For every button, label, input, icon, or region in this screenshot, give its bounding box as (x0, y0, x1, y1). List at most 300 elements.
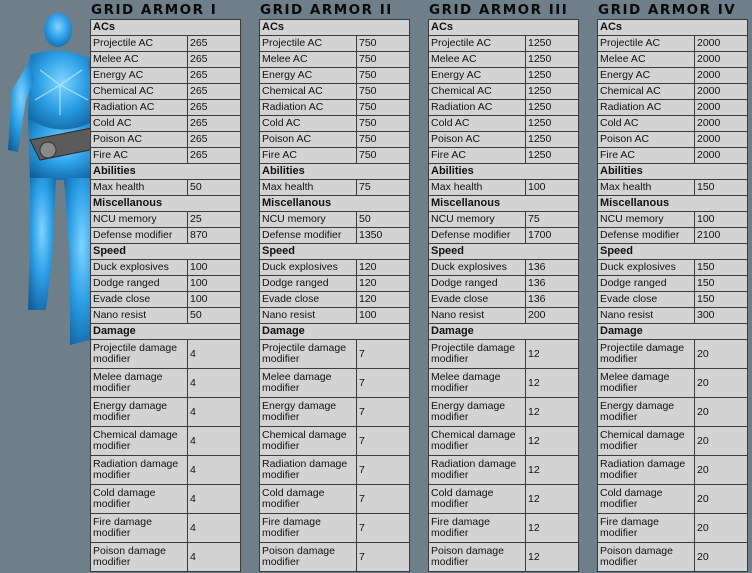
stat-value: 136 (526, 276, 579, 292)
table-row (429, 100, 579, 116)
table-row (260, 456, 410, 485)
armor-title: GRID ARMOR III (429, 2, 569, 18)
section-header: Damage (429, 324, 579, 340)
stat-value: 20 (695, 427, 748, 456)
stat-label: Radiation AC (91, 100, 188, 116)
stat-label: Melee AC (91, 52, 188, 68)
stat-value: 120 (357, 276, 410, 292)
stat-value: 750 (357, 116, 410, 132)
table-row (598, 292, 748, 308)
stat-label: Projectile damage modifier (598, 340, 695, 369)
stat-value: 20 (695, 398, 748, 427)
table-row (91, 427, 241, 456)
table-row (91, 485, 241, 514)
stat-label: Evade close (91, 292, 188, 308)
stat-value: 2100 (695, 228, 748, 244)
table-row (91, 212, 241, 228)
stat-value: 4 (188, 543, 241, 572)
table-row (429, 68, 579, 84)
stat-label: Defense modifier (429, 228, 526, 244)
stat-label: Nano resist (429, 308, 526, 324)
table-row (91, 276, 241, 292)
section-header-row (91, 20, 241, 36)
stat-value: 12 (526, 427, 579, 456)
stat-label: Evade close (260, 292, 357, 308)
stat-label: Melee AC (429, 52, 526, 68)
stat-label: Evade close (598, 292, 695, 308)
stat-value: 265 (188, 132, 241, 148)
stat-label: Nano resist (91, 308, 188, 324)
stat-value: 7 (357, 398, 410, 427)
stat-label: Cold AC (429, 116, 526, 132)
stat-label: Fire damage modifier (260, 514, 357, 543)
stat-value: 265 (188, 84, 241, 100)
section-header-row (598, 324, 748, 340)
section-header-row (598, 20, 748, 36)
stat-value: 750 (357, 68, 410, 84)
table-row (260, 228, 410, 244)
stat-label: NCU memory (260, 212, 357, 228)
section-header: Damage (260, 324, 410, 340)
stat-label: Poison AC (598, 132, 695, 148)
section-header: Damage (598, 324, 748, 340)
stat-value: 2000 (695, 132, 748, 148)
stat-value: 20 (695, 340, 748, 369)
table-row (598, 228, 748, 244)
stat-value: 4 (188, 427, 241, 456)
table-row (91, 292, 241, 308)
stat-value: 7 (357, 369, 410, 398)
stat-label: Duck explosives (260, 260, 357, 276)
stat-value: 4 (188, 340, 241, 369)
armor-title: GRID ARMOR IV (598, 2, 737, 18)
section-header-row (429, 164, 579, 180)
armor-column-3 (428, 0, 579, 572)
stat-value: 1250 (526, 100, 579, 116)
table-row (429, 427, 579, 456)
stat-value: 50 (188, 180, 241, 196)
stat-value: 50 (357, 212, 410, 228)
table-row (429, 456, 579, 485)
stat-label: NCU memory (598, 212, 695, 228)
section-header: Miscellanous (429, 196, 579, 212)
stat-value: 750 (357, 132, 410, 148)
stat-label: Projectile damage modifier (260, 340, 357, 369)
stat-label: Projectile damage modifier (429, 340, 526, 369)
stat-value: 1250 (526, 132, 579, 148)
stat-value: 2000 (695, 84, 748, 100)
table-row (598, 514, 748, 543)
stat-label: Poison damage modifier (260, 543, 357, 572)
section-header: ACs (260, 20, 410, 36)
stat-label: Poison damage modifier (429, 543, 526, 572)
stat-label: Energy AC (429, 68, 526, 84)
stat-label: Melee damage modifier (598, 369, 695, 398)
stat-value: 75 (526, 212, 579, 228)
table-row (91, 228, 241, 244)
stat-value: 200 (526, 308, 579, 324)
stat-label: Cold damage modifier (91, 485, 188, 514)
table-row (598, 427, 748, 456)
stat-label: Radiation damage modifier (91, 456, 188, 485)
table-row (429, 116, 579, 132)
section-header-row (91, 196, 241, 212)
stat-label: Chemical AC (598, 84, 695, 100)
stat-value: 2000 (695, 52, 748, 68)
stat-value: 150 (695, 292, 748, 308)
stat-value: 20 (695, 543, 748, 572)
table-row (91, 369, 241, 398)
table-row (429, 276, 579, 292)
section-header-row (260, 244, 410, 260)
stat-label: Poison AC (429, 132, 526, 148)
section-header: Miscellanous (260, 196, 410, 212)
table-row (598, 276, 748, 292)
stat-label: Chemical damage modifier (429, 427, 526, 456)
stat-label: Fire damage modifier (429, 514, 526, 543)
stat-value: 1700 (526, 228, 579, 244)
stat-label: NCU memory (91, 212, 188, 228)
stat-label: Projectile AC (260, 36, 357, 52)
stat-label: Defense modifier (598, 228, 695, 244)
stat-label: Projectile AC (598, 36, 695, 52)
stat-value: 265 (188, 116, 241, 132)
table-row (429, 260, 579, 276)
table-row (598, 180, 748, 196)
stat-value: 100 (188, 276, 241, 292)
armor-stats-table (90, 19, 241, 572)
table-row (598, 260, 748, 276)
stat-label: Energy AC (260, 68, 357, 84)
stat-value: 7 (357, 514, 410, 543)
armor-column-1 (90, 0, 241, 572)
stat-label: Energy AC (91, 68, 188, 84)
section-header: Speed (91, 244, 241, 260)
stat-value: 136 (526, 260, 579, 276)
table-row (260, 116, 410, 132)
stat-label: Radiation damage modifier (429, 456, 526, 485)
stat-value: 4 (188, 485, 241, 514)
stat-value: 750 (357, 100, 410, 116)
stat-label: Poison AC (260, 132, 357, 148)
stat-value: 20 (695, 369, 748, 398)
table-row (91, 132, 241, 148)
stat-value: 750 (357, 36, 410, 52)
table-row (598, 369, 748, 398)
section-header: ACs (91, 20, 241, 36)
stat-label: Melee AC (598, 52, 695, 68)
stat-label: Dodge ranged (260, 276, 357, 292)
stat-label: Dodge ranged (429, 276, 526, 292)
section-header: Speed (260, 244, 410, 260)
stat-value: 7 (357, 456, 410, 485)
stat-value: 7 (357, 427, 410, 456)
stat-label: Energy damage modifier (91, 398, 188, 427)
stat-value: 100 (357, 308, 410, 324)
stat-value: 12 (526, 514, 579, 543)
stat-label: Cold damage modifier (598, 485, 695, 514)
table-row (91, 116, 241, 132)
stat-value: 265 (188, 52, 241, 68)
stat-label: Fire AC (598, 148, 695, 164)
stat-value: 150 (695, 180, 748, 196)
table-row (429, 52, 579, 68)
stat-value: 2000 (695, 36, 748, 52)
armor-title: GRID ARMOR II (260, 2, 393, 18)
table-row (91, 398, 241, 427)
table-row (429, 369, 579, 398)
stat-label: Radiation damage modifier (260, 456, 357, 485)
section-header-row (260, 164, 410, 180)
table-row (598, 100, 748, 116)
table-row (429, 485, 579, 514)
armor-stats-table (428, 19, 579, 572)
armor-stats-table (597, 19, 748, 572)
stat-label: Poison damage modifier (91, 543, 188, 572)
stat-label: NCU memory (429, 212, 526, 228)
table-row (260, 148, 410, 164)
stat-label: Poison damage modifier (598, 543, 695, 572)
table-row (260, 84, 410, 100)
stat-label: Fire AC (429, 148, 526, 164)
table-row (429, 36, 579, 52)
section-header-row (260, 324, 410, 340)
stat-label: Radiation AC (429, 100, 526, 116)
table-row (598, 308, 748, 324)
stat-label: Duck explosives (429, 260, 526, 276)
table-row (91, 52, 241, 68)
section-header-row (91, 244, 241, 260)
stat-label: Max health (429, 180, 526, 196)
armor-stats-table (259, 19, 410, 572)
stat-label: Nano resist (598, 308, 695, 324)
stat-value: 100 (188, 292, 241, 308)
section-header: Miscellanous (598, 196, 748, 212)
stat-value: 20 (695, 456, 748, 485)
section-header-row (429, 196, 579, 212)
table-row (429, 514, 579, 543)
stat-label: Energy AC (598, 68, 695, 84)
table-row (91, 340, 241, 369)
table-row (260, 427, 410, 456)
stat-label: Projectile AC (429, 36, 526, 52)
section-header: Damage (91, 324, 241, 340)
table-row (260, 36, 410, 52)
section-header-row (429, 244, 579, 260)
table-row (429, 132, 579, 148)
stat-label: Nano resist (260, 308, 357, 324)
table-row (260, 132, 410, 148)
stat-value: 4 (188, 369, 241, 398)
section-header: Abilities (429, 164, 579, 180)
stat-value: 1250 (526, 52, 579, 68)
table-row (260, 485, 410, 514)
stat-value: 750 (357, 148, 410, 164)
table-row (260, 212, 410, 228)
table-row (429, 340, 579, 369)
stat-label: Cold AC (260, 116, 357, 132)
table-row (260, 276, 410, 292)
stat-value: 120 (357, 292, 410, 308)
stat-label: Poison AC (91, 132, 188, 148)
stat-value: 12 (526, 543, 579, 572)
stat-value: 100 (695, 212, 748, 228)
stat-value: 265 (188, 36, 241, 52)
table-row (598, 456, 748, 485)
table-row (429, 180, 579, 196)
stat-value: 20 (695, 514, 748, 543)
stat-label: Energy damage modifier (429, 398, 526, 427)
table-row (260, 398, 410, 427)
table-row (91, 456, 241, 485)
stat-value: 265 (188, 148, 241, 164)
table-row (598, 212, 748, 228)
stat-label: Fire AC (91, 148, 188, 164)
table-row (429, 543, 579, 572)
stat-label: Max health (598, 180, 695, 196)
table-row (91, 84, 241, 100)
stat-label: Defense modifier (260, 228, 357, 244)
table-row (598, 52, 748, 68)
section-header-row (598, 164, 748, 180)
table-row (260, 68, 410, 84)
table-row (260, 308, 410, 324)
stat-label: Melee AC (260, 52, 357, 68)
stat-value: 120 (357, 260, 410, 276)
stat-label: Cold AC (91, 116, 188, 132)
stat-label: Projectile damage modifier (91, 340, 188, 369)
table-row (598, 68, 748, 84)
stat-label: Chemical damage modifier (91, 427, 188, 456)
stat-value: 2000 (695, 116, 748, 132)
stat-label: Chemical AC (260, 84, 357, 100)
table-row (598, 148, 748, 164)
table-row (260, 369, 410, 398)
table-row (598, 36, 748, 52)
stat-value: 7 (357, 485, 410, 514)
table-row (598, 340, 748, 369)
stat-value: 136 (526, 292, 579, 308)
stat-value: 12 (526, 485, 579, 514)
table-row (598, 84, 748, 100)
table-row (598, 485, 748, 514)
stat-value: 870 (188, 228, 241, 244)
stat-label: Melee damage modifier (260, 369, 357, 398)
table-row (260, 543, 410, 572)
section-header-row (260, 196, 410, 212)
section-header: Abilities (598, 164, 748, 180)
table-row (91, 100, 241, 116)
section-header: Miscellanous (91, 196, 241, 212)
stat-value: 1250 (526, 84, 579, 100)
stat-label: Projectile AC (91, 36, 188, 52)
stat-label: Energy damage modifier (260, 398, 357, 427)
stat-value: 150 (695, 260, 748, 276)
stat-value: 1350 (357, 228, 410, 244)
section-header-row (598, 196, 748, 212)
stat-value: 1250 (526, 148, 579, 164)
table-row (429, 228, 579, 244)
stat-label: Fire damage modifier (91, 514, 188, 543)
table-row (91, 260, 241, 276)
table-row (260, 260, 410, 276)
stat-value: 12 (526, 398, 579, 427)
table-row (91, 543, 241, 572)
stat-label: Fire AC (260, 148, 357, 164)
table-row (598, 116, 748, 132)
stat-label: Cold damage modifier (260, 485, 357, 514)
stat-label: Energy damage modifier (598, 398, 695, 427)
stat-label: Cold AC (598, 116, 695, 132)
stat-value: 4 (188, 456, 241, 485)
stat-label: Radiation AC (598, 100, 695, 116)
stat-label: Chemical damage modifier (598, 427, 695, 456)
table-row (429, 148, 579, 164)
section-header-row (598, 244, 748, 260)
stat-value: 4 (188, 514, 241, 543)
armor-column-4 (597, 0, 748, 572)
table-row (598, 543, 748, 572)
table-row (429, 292, 579, 308)
section-header-row (91, 164, 241, 180)
section-header: Abilities (260, 164, 410, 180)
stat-label: Cold damage modifier (429, 485, 526, 514)
stat-value: 2000 (695, 148, 748, 164)
armor-column-2 (259, 0, 410, 572)
table-row (91, 308, 241, 324)
stat-value: 4 (188, 398, 241, 427)
table-row (429, 84, 579, 100)
table-row (260, 514, 410, 543)
stat-value: 1250 (526, 36, 579, 52)
table-row (260, 340, 410, 369)
stat-label: Evade close (429, 292, 526, 308)
table-row (598, 398, 748, 427)
section-header-row (429, 324, 579, 340)
table-row (91, 36, 241, 52)
table-row (429, 308, 579, 324)
table-row (260, 52, 410, 68)
stat-value: 1250 (526, 116, 579, 132)
stat-value: 12 (526, 340, 579, 369)
stat-label: Dodge ranged (91, 276, 188, 292)
stat-label: Radiation damage modifier (598, 456, 695, 485)
table-row (260, 292, 410, 308)
stat-value: 20 (695, 485, 748, 514)
stat-value: 75 (357, 180, 410, 196)
section-header: ACs (429, 20, 579, 36)
stat-value: 100 (188, 260, 241, 276)
stat-value: 7 (357, 543, 410, 572)
stat-value: 150 (695, 276, 748, 292)
stat-label: Max health (91, 180, 188, 196)
stat-label: Melee damage modifier (91, 369, 188, 398)
stat-label: Radiation AC (260, 100, 357, 116)
stat-value: 7 (357, 340, 410, 369)
stat-label: Melee damage modifier (429, 369, 526, 398)
stat-label: Chemical AC (91, 84, 188, 100)
stat-label: Chemical damage modifier (260, 427, 357, 456)
stat-value: 265 (188, 100, 241, 116)
table-row (260, 100, 410, 116)
stat-label: Fire damage modifier (598, 514, 695, 543)
stat-value: 100 (526, 180, 579, 196)
section-header: ACs (598, 20, 748, 36)
section-header-row (91, 324, 241, 340)
table-row (91, 68, 241, 84)
table-row (91, 148, 241, 164)
stat-value: 750 (357, 84, 410, 100)
